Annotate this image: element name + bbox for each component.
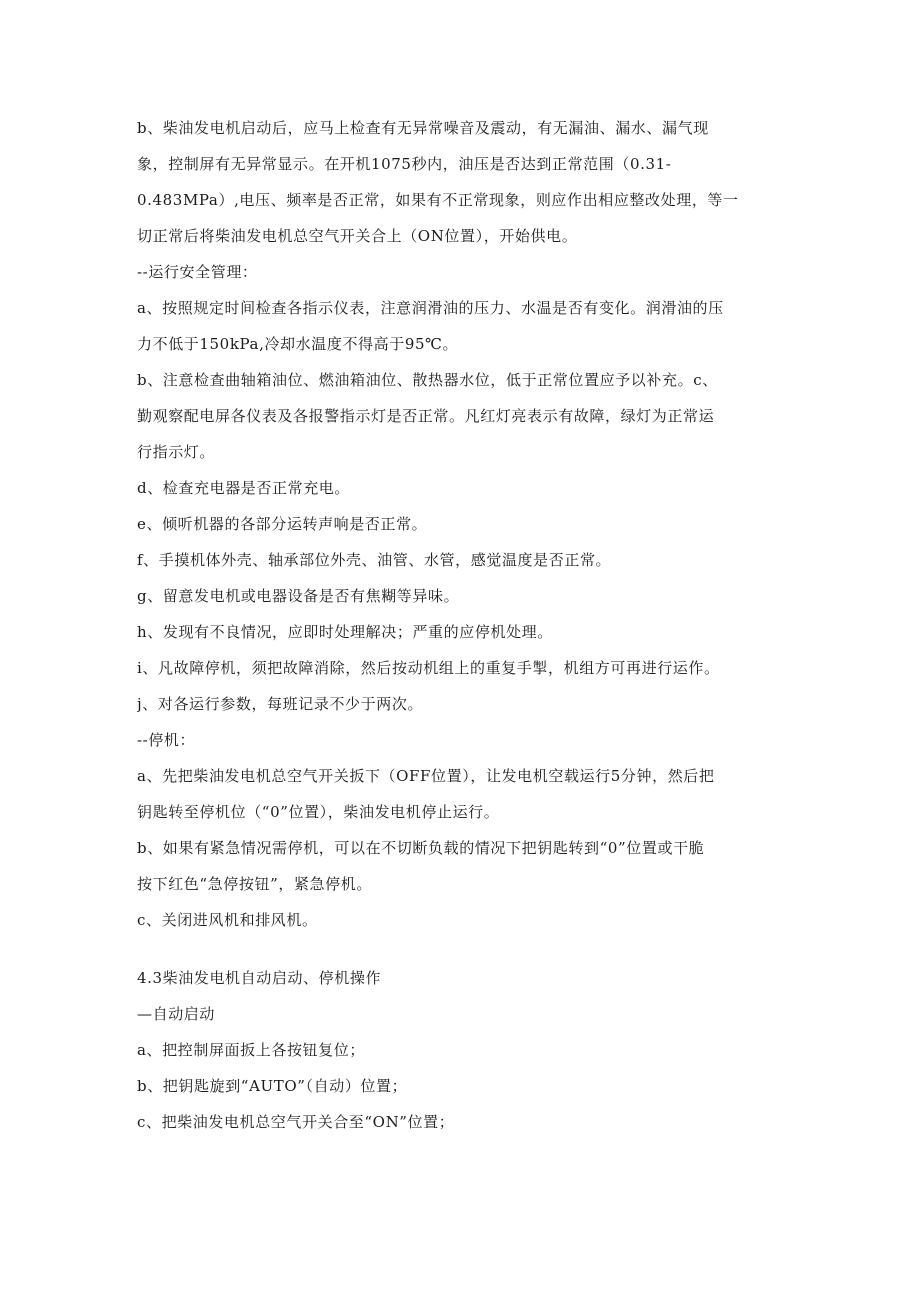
text-line: 切正常后将柴油发电机总空气开关合上（ON位置），开始供电。 (137, 227, 578, 245)
auto-start-section (137, 964, 787, 1144)
text-line: g、留意发电机或电器设备是否有焦糊等异味。 (137, 587, 460, 605)
operation-section (137, 114, 787, 942)
text-line: 力不低于150kPa,冷却水温度不得高于95℃。 (137, 335, 459, 353)
text-line: --运行安全管理： (137, 263, 258, 281)
text-line: b、柴油发电机启动后，应马上检查有无异常噪音及震动，有无漏油、漏水、漏气现 (137, 119, 709, 137)
text-line: b、注意检查曲轴箱油位、燃油箱油位、散热器水位，低于正常位置应予以补充。c、 (137, 371, 718, 389)
text-line: d、检查充电器是否正常充电。 (137, 479, 351, 497)
section-gap (137, 942, 787, 964)
text-line: 0.483MPa）,电压、频率是否正常，如果有不正常现象，则应作出相应整改处理，等一 (137, 191, 739, 209)
text-line: h、发现有不良情况，应即时处理解决；严重的应停机处理。 (137, 623, 553, 641)
text-line: a、把控制屏面扳上各按钮复位； (137, 1041, 365, 1059)
text-line: 4.3柴油发电机自动启动、停机操作 (137, 969, 382, 987)
text-line: c、关闭进风机和排风机。 (137, 911, 318, 929)
text-line: —自动启动 (137, 1005, 216, 1023)
document-body (137, 114, 787, 1144)
text-line: a、按照规定时间检查各指示仪表，注意润滑油的压力、水温是否有变化。润滑油的压 (137, 299, 724, 317)
text-line: 行指示灯。 (137, 443, 216, 461)
text-line: j、对各运行参数，每班记录不少于两次。 (137, 695, 424, 713)
text-line: b、把钥匙旋到“AUTO”（自动）位置； (137, 1077, 408, 1095)
text-line: 勤观察配电屏各仪表及各报警指示灯是否正常。凡红灯亮表示有故障，绿灯为正常运 (137, 407, 715, 425)
text-line: a、先把柴油发电机总空气开关扳下（OFF位置），让发电机空载运行5分钟，然后把 (137, 767, 715, 785)
text-line: f、手摸机体外壳、轴承部位外壳、油管、水管，感觉温度是否正常。 (137, 551, 612, 569)
text-line: i、凡故障停机，须把故障消除，然后按动机组上的重复手掣，机组方可再进行运作。 (137, 659, 720, 677)
text-line: e、倾听机器的各部分运转声响是否正常。 (137, 515, 428, 533)
text-line: 按下红色“急停按钮”，紧急停机。 (137, 875, 372, 893)
text-line: 钥匙转至停机位（“0”位置），柴油发电机停止运行。 (137, 803, 500, 821)
text-line: c、把柴油发电机总空气开关合至“ON”位置； (137, 1113, 455, 1131)
text-line: 象，控制屏有无异常显示。在开机1075秒内，油压是否达到正常范围（0.31- (137, 155, 672, 173)
text-line: b、如果有紧急情况需停机，可以在不切断负载的情况下把钥匙转到“0”位置或干脆 (137, 839, 705, 857)
text-line: --停机： (137, 731, 196, 749)
